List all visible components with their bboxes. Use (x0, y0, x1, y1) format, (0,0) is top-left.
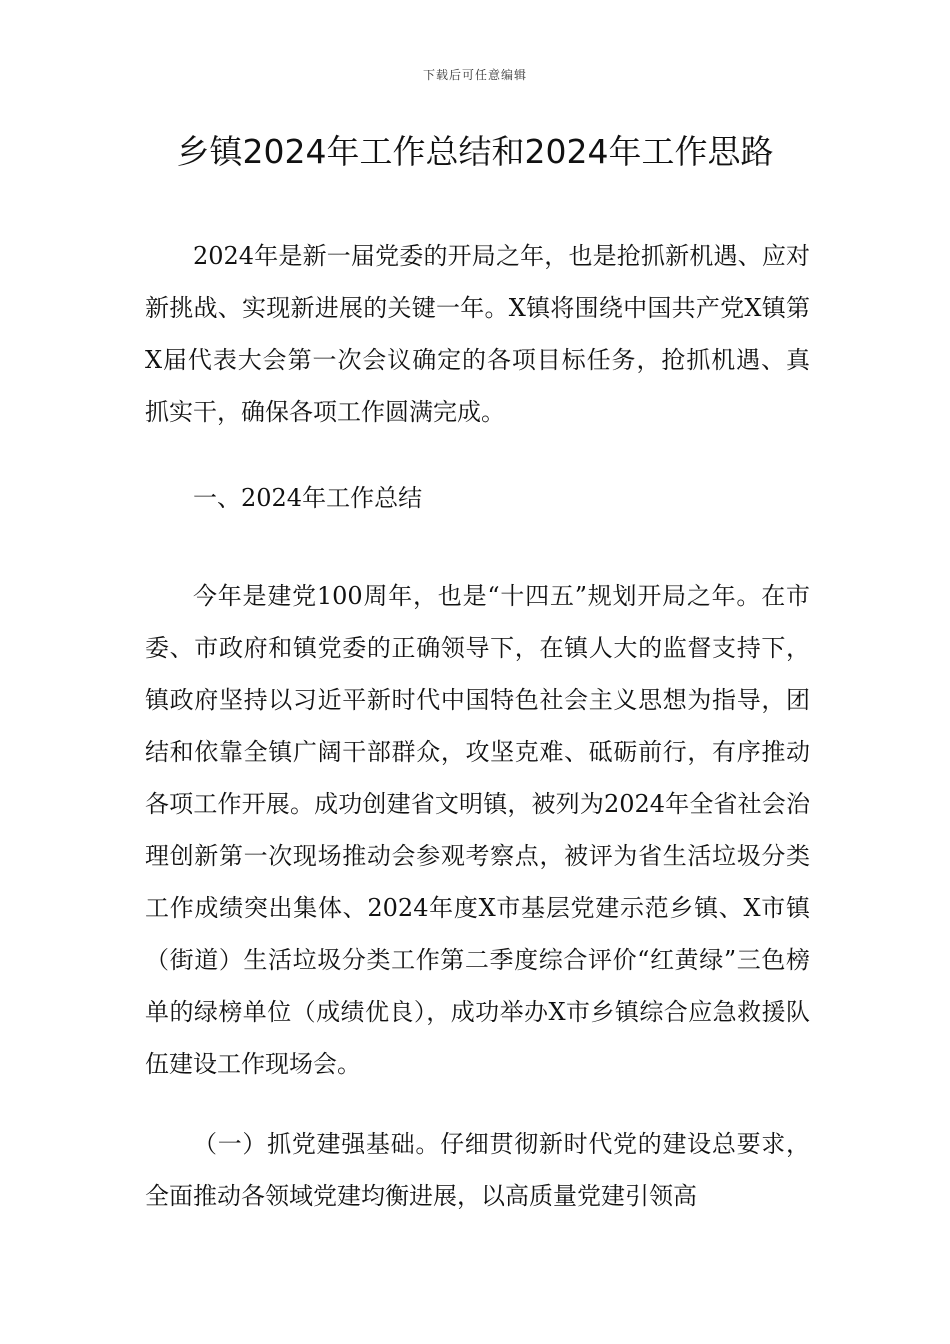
document-title: 乡镇2024年工作总结和2024年工作思路 (176, 132, 774, 171)
paragraph-intro: 2024年是新一届党委的开局之年，也是抢抓新机遇、应对新挑战、实现新进展的关键一年。X镇将围绕中国共产党X镇第X届代表大会第一次会议确定的各项目标任务，抢抓机遇、真抓实干，确保各项工作圆满完成。 (145, 242, 810, 426)
paragraph-summary: 今年是建党100周年，也是“十四五”规划开局之年。在市委、市政府和镇党委的正确领导下，在镇人大的监督支持下，镇政府坚持以习近平新时代中国特色社会主义思想为指导，团结和依靠全镇广阔干部群众，攻坚克难、砥砺前行，有序推动各项工作开展。成功创建省文明镇，被列为2024年全省社会治理创新第一次现场推动会参观考察点，被评为省生活垃圾分类工作成绩突出集体、2024年度X市基层党建示范乡镇、X市镇（街道）生活垃圾分类工作第二季度综合评价“红黄绿”三色榜单的绿榜单位（成绩优良），成功举办X市乡镇综合应急救援队伍建设工作现场会。 (145, 582, 810, 1078)
paragraph-party-building: （一）抓党建强基础。仔细贯彻新时代党的建设总要求，全面推动各领域党建均衡进展，以高质量党建引领高 (145, 1130, 810, 1210)
header-note: 下载后可任意编辑 (422, 68, 527, 82)
section-heading: 一、2024年工作总结 (193, 484, 423, 512)
